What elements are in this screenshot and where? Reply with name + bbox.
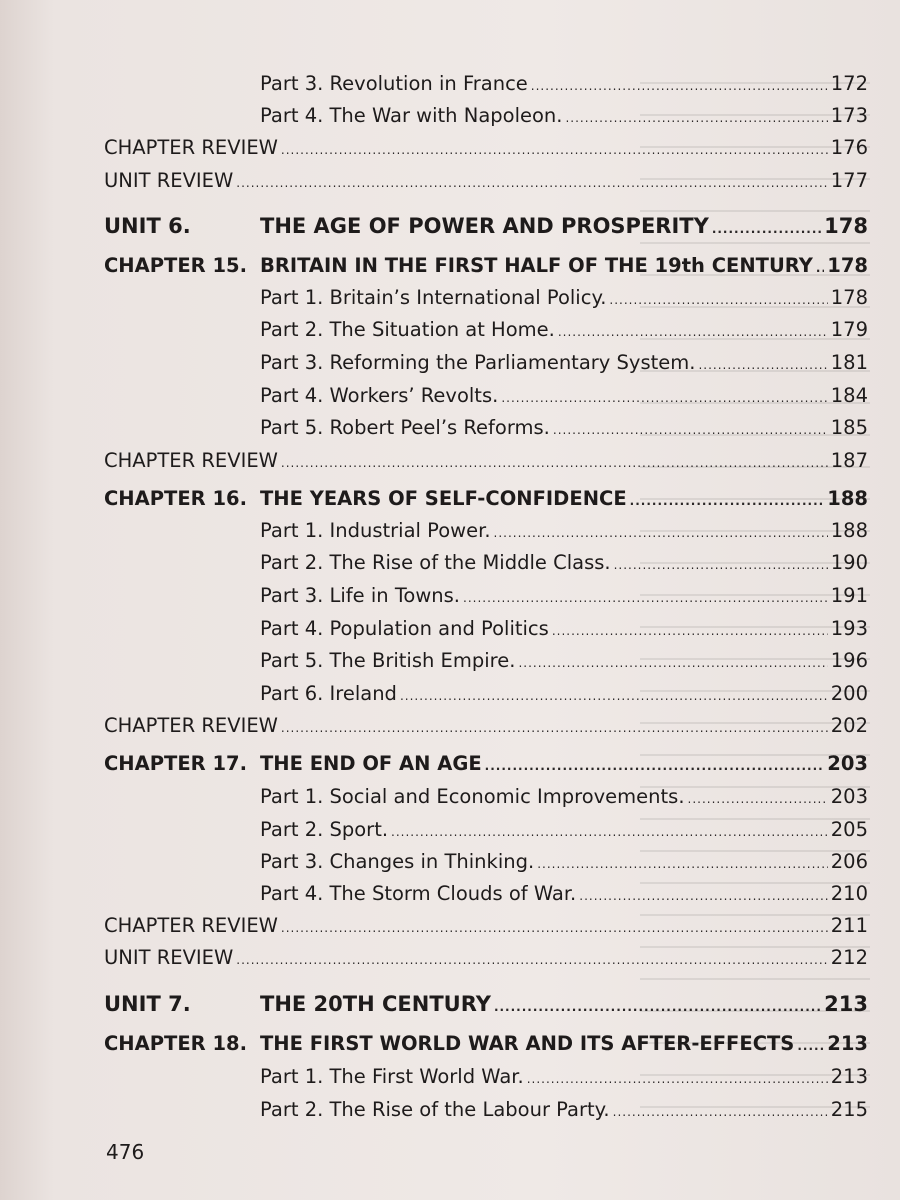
toc-part-entry (260, 318, 868, 344)
toc-entry-title (260, 416, 550, 440)
toc-page-number: 213 (827, 1032, 868, 1055)
toc-entry-label: Part 3. Changes in Thinking. (260, 850, 535, 873)
toc-entry-number: UNIT 6. (104, 214, 191, 238)
toc-entry-title (260, 785, 685, 809)
dot-leader (797, 1034, 824, 1058)
toc-part-entry (260, 850, 868, 876)
dot-leader (281, 716, 828, 740)
toc-page-number: 184 (830, 384, 868, 407)
toc-entry-title (104, 752, 482, 776)
dot-leader (281, 451, 828, 475)
toc-entry-label: Part 2. The Rise of the Labour Party. (260, 1098, 610, 1121)
toc-entry-label: Part 5. The British Empire. (260, 649, 516, 672)
toc-entry-title (260, 1065, 524, 1089)
toc-part-entry (260, 1098, 868, 1124)
toc-entry-label: Part 4. The Storm Clouds of War. (260, 882, 577, 905)
toc-entry-title (260, 617, 549, 641)
toc-entry-number: CHAPTER 17. (104, 752, 247, 775)
dot-leader (391, 820, 828, 844)
toc-entry-number: UNIT 7. (104, 992, 191, 1016)
toc-entry-label: THE FIRST WORLD WAR AND ITS AFTER-EFFECTS (260, 1032, 795, 1055)
toc-page-number: 179 (830, 318, 868, 341)
dot-leader (816, 256, 824, 280)
toc-page-number: 173 (830, 104, 868, 127)
toc-chapter-heading (104, 254, 868, 280)
toc-entry-number: CHAPTER 18. (104, 1032, 247, 1055)
toc-entry-title (104, 714, 278, 738)
toc-page-number: 178 (830, 286, 868, 309)
toc-chapter-heading (104, 752, 868, 778)
toc-entry-label: THE 20TH CENTURY (260, 992, 491, 1016)
toc-entry-label: Part 1. Social and Economic Improvements. (260, 785, 685, 808)
toc-entry-title (260, 72, 528, 96)
toc-page-number: 212 (830, 946, 868, 969)
dot-leader (527, 1067, 828, 1091)
dot-leader (609, 288, 827, 312)
dot-leader (501, 386, 827, 410)
toc-part-entry (260, 682, 868, 708)
toc-entry-title (260, 519, 491, 543)
toc-page-number: 215 (830, 1098, 868, 1121)
toc-entry-title (104, 992, 491, 1016)
toc-page-number: 177 (830, 169, 868, 192)
toc-entry-label: THE AGE OF POWER AND PROSPERITY (260, 214, 709, 238)
toc-page-number: 178 (827, 254, 868, 277)
toc-page-number: 188 (830, 519, 868, 542)
toc-entry-label: Part 4. Population and Politics (260, 617, 549, 640)
toc-page-number: 205 (830, 818, 868, 841)
dot-leader (485, 754, 825, 778)
dot-leader (537, 852, 828, 876)
toc-part-entry (260, 551, 868, 577)
toc-page-number: 191 (830, 584, 868, 607)
toc-part-entry (260, 104, 868, 130)
dot-leader (531, 74, 828, 98)
toc-entry-label: THE END OF AN AGE (260, 752, 482, 775)
toc-part-entry (260, 649, 868, 675)
page-number: 476 (106, 1140, 145, 1164)
toc-entry-title (104, 214, 709, 238)
toc-entry-label: BRITAIN IN THE FIRST HALF OF THE 19th CENTURY (260, 254, 813, 277)
toc-entry-label: UNIT REVIEW (104, 169, 234, 192)
dot-leader (579, 884, 828, 908)
toc-entry-title (104, 487, 627, 511)
toc-entry-title (260, 682, 397, 706)
toc-page-number: 172 (830, 72, 868, 95)
toc-page-number: 190 (830, 551, 868, 574)
toc-page-number: 203 (830, 785, 868, 808)
toc-page-number: 211 (830, 914, 868, 937)
toc-entry-title (104, 254, 813, 278)
dot-leader (552, 619, 828, 643)
toc-part-entry (260, 72, 868, 98)
toc-entry-label: CHAPTER REVIEW (104, 714, 278, 737)
toc-entry-label: Part 3. Life in Towns. (260, 584, 461, 607)
dot-leader (400, 684, 828, 708)
dot-leader (494, 995, 821, 1019)
dot-leader (712, 217, 821, 241)
toc-page-number: 181 (830, 351, 868, 374)
toc-page-number: 206 (830, 850, 868, 873)
toc-entry-label: Part 1. Britain’s International Policy. (260, 286, 607, 309)
toc-entry-label: CHAPTER REVIEW (104, 914, 278, 937)
dot-leader (553, 418, 828, 442)
toc-entry-label: Part 4. The War with Napoleon. (260, 104, 563, 127)
toc-entry-title (260, 850, 534, 874)
dot-leader (281, 138, 828, 162)
toc-chapter-heading (104, 1032, 868, 1058)
toc-entry-title (104, 914, 278, 938)
toc-page-number: 176 (830, 136, 868, 159)
toc-review-entry (104, 914, 868, 940)
toc-entry-title (104, 169, 233, 193)
toc-page-number: 196 (830, 649, 868, 672)
toc-entry-title (260, 649, 515, 673)
dot-leader (688, 787, 828, 811)
toc-entry-label: Part 1. The First World War. (260, 1065, 524, 1088)
toc-part-entry (260, 1065, 868, 1091)
toc-entry-label: CHAPTER REVIEW (104, 136, 278, 159)
toc-review-entry (104, 946, 868, 972)
toc-part-entry (260, 785, 868, 811)
toc-entry-label: Part 2. The Situation at Home. (260, 318, 555, 341)
toc-unit-heading (104, 214, 868, 241)
dot-leader (698, 353, 827, 377)
toc-entry-title (260, 818, 388, 842)
toc-part-entry (260, 818, 868, 844)
toc-entry-label: CHAPTER REVIEW (104, 449, 278, 472)
toc-entry-number: CHAPTER 15. (104, 254, 247, 277)
toc-part-entry (260, 384, 868, 410)
dot-leader (565, 106, 827, 130)
dot-leader (518, 651, 827, 675)
dot-leader (236, 948, 827, 972)
dot-leader (630, 489, 825, 513)
toc-page-number: 213 (830, 1065, 868, 1088)
toc-entry-label: THE YEARS OF SELF-CONFIDENCE (260, 487, 627, 510)
toc-part-entry (260, 882, 868, 908)
toc-entry-label: Part 4. Workers’ Revolts. (260, 384, 499, 407)
toc-entry-title (260, 351, 695, 375)
toc-page-number: 202 (830, 714, 868, 737)
toc-entry-title (260, 384, 498, 408)
toc-page-number: 203 (827, 752, 868, 775)
toc-part-entry (260, 519, 868, 545)
toc-page-number: 178 (824, 214, 868, 238)
toc-entry-title (104, 946, 233, 970)
toc-entry-title (260, 318, 555, 342)
toc-entry-label: Part 3. Revolution in France (260, 72, 528, 95)
toc-page-number: 210 (830, 882, 868, 905)
toc-page-number: 187 (830, 449, 868, 472)
dot-leader (281, 916, 828, 940)
toc-page-number: 193 (830, 617, 868, 640)
toc-entry-title (260, 104, 562, 128)
toc-chapter-heading (104, 487, 868, 513)
toc-page-number: 188 (827, 487, 868, 510)
toc-part-entry (260, 584, 868, 610)
toc-unit-heading (104, 992, 868, 1019)
toc-entry-title (104, 449, 278, 473)
toc-page-number: 185 (830, 416, 868, 439)
toc-review-entry (104, 169, 868, 195)
toc-entry-label: Part 2. Sport. (260, 818, 389, 841)
toc-part-entry (260, 416, 868, 442)
toc-part-entry (260, 617, 868, 643)
toc-entry-title (104, 136, 278, 160)
dot-leader (463, 586, 828, 610)
toc-entry-title (104, 1032, 794, 1056)
toc-entry-label: Part 1. Industrial Power. (260, 519, 491, 542)
toc-review-entry (104, 136, 868, 162)
dot-leader (614, 553, 828, 577)
toc-entry-title (260, 1098, 610, 1122)
toc-entry-label: Part 3. Reforming the Parliamentary System. (260, 351, 696, 374)
toc-part-entry (260, 286, 868, 312)
toc-entry-title (260, 882, 576, 906)
dot-leader (236, 171, 827, 195)
toc-entry-label: Part 2. The Rise of the Middle Class. (260, 551, 611, 574)
toc-review-entry (104, 449, 868, 475)
dot-leader (494, 521, 828, 545)
toc-entry-title (260, 286, 606, 310)
dot-leader (613, 1100, 828, 1124)
toc-entry-label: Part 6. Ireland (260, 682, 397, 705)
toc-entry-title (260, 551, 611, 575)
toc-entry-label: Part 5. Robert Peel’s Reforms. (260, 416, 550, 439)
toc-entry-label: UNIT REVIEW (104, 946, 234, 969)
toc-page-number: 200 (830, 682, 868, 705)
toc-page-number: 213 (824, 992, 868, 1016)
dot-leader (558, 320, 828, 344)
toc-part-entry (260, 351, 868, 377)
toc-entry-title (260, 584, 460, 608)
toc-entry-number: CHAPTER 16. (104, 487, 247, 510)
toc-review-entry (104, 714, 868, 740)
